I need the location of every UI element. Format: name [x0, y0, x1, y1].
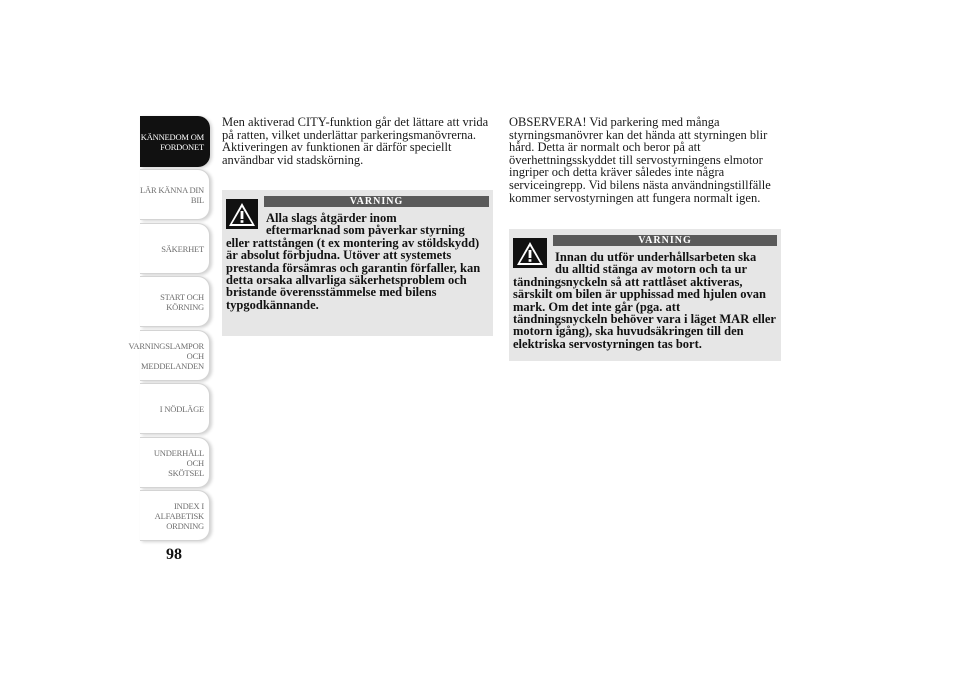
- warning-body: eller rattstången (t ex montering av stöldskydd) är absolut förbjudna. Utöver att systemets prestanda försämras och garantin förfaller, kan detta orsaka allvarliga säkerhetsproblem och bristande överensstämmelse med bilens typgodkännande.: [226, 235, 481, 312]
- warning-line: du alltid stänga av motorn och ta ur: [555, 262, 748, 277]
- tab-label: KÄNNEDOM OM FORDONET: [140, 131, 204, 152]
- tab-label: LÄR KÄNNA DIN BIL: [140, 184, 204, 205]
- warning-box: [509, 229, 781, 361]
- tab-start-och-korning[interactable]: [140, 276, 210, 327]
- tab-label: START OCH KÖRNING: [160, 291, 204, 312]
- tab-lar-kanna-din-bil[interactable]: [140, 169, 210, 220]
- tab-label: I NÖDLÄGE: [159, 403, 204, 414]
- warning-line: Innan du utför underhållsarbeten ska: [555, 250, 757, 264]
- tab-label: UNDERHÅLL OCH SKÖTSEL: [153, 447, 204, 478]
- warning-title: VARNING: [264, 196, 489, 207]
- tab-underhall-och-skotsel[interactable]: [140, 437, 210, 488]
- warning-text: [513, 251, 777, 350]
- warning-body: tändningsnyckeln så att rattlåset aktiveras, särskilt om bilen är upphissad med hjulen ovan mark. Om det inte går (pga. att tändningsnyckeln behöver vara i läget MAR eller motorn igång), ska huvudsäkringen till den elektriska servostyrningen tas bort.: [513, 274, 776, 351]
- warning-line: Alla slags åtgärder inom: [266, 211, 397, 225]
- tab-label: VARNINGSLAMPOR OCH MEDDELANDEN: [128, 340, 204, 371]
- warning-box: [222, 190, 493, 336]
- tab-label: SÄKERHET: [161, 243, 204, 254]
- page-number: 98: [166, 546, 182, 563]
- warning-text: [226, 212, 489, 311]
- tab-index[interactable]: [140, 490, 210, 541]
- body-paragraph: Men aktiverad CITY-funktion går det lättare att vrida på ratten, vilket underlättar parkeringsmanövrerna. Aktiveringen av funktionen är därför speciellt användbar vid stadskörning.: [222, 115, 489, 167]
- tab-i-nodlage[interactable]: [140, 383, 210, 434]
- left-column: [222, 116, 492, 166]
- tab-kannedom-om-fordonet[interactable]: [140, 116, 210, 167]
- body-paragraph: OBSERVERA! Vid parkering med många styrningsmanövrer kan det hända att styrningen blir hård. Detta är normalt och beror på att överhettningsskyddet till servostyrningens elmotor ingriper och detta kräver således inte några serviceingrepp. Vid bilens nästa användningstillfälle kommer servostyrningen att fungera normalt igen.: [509, 115, 771, 205]
- tab-varningslampor[interactable]: [128, 330, 210, 381]
- warning-title: VARNING: [553, 235, 777, 246]
- warning-line: eftermarknad som påverkar styrning: [266, 223, 465, 238]
- tab-label: INDEX I ALFABETISK ORDNING: [154, 500, 204, 531]
- tab-sakerhet[interactable]: [140, 223, 210, 274]
- right-column: [509, 116, 781, 204]
